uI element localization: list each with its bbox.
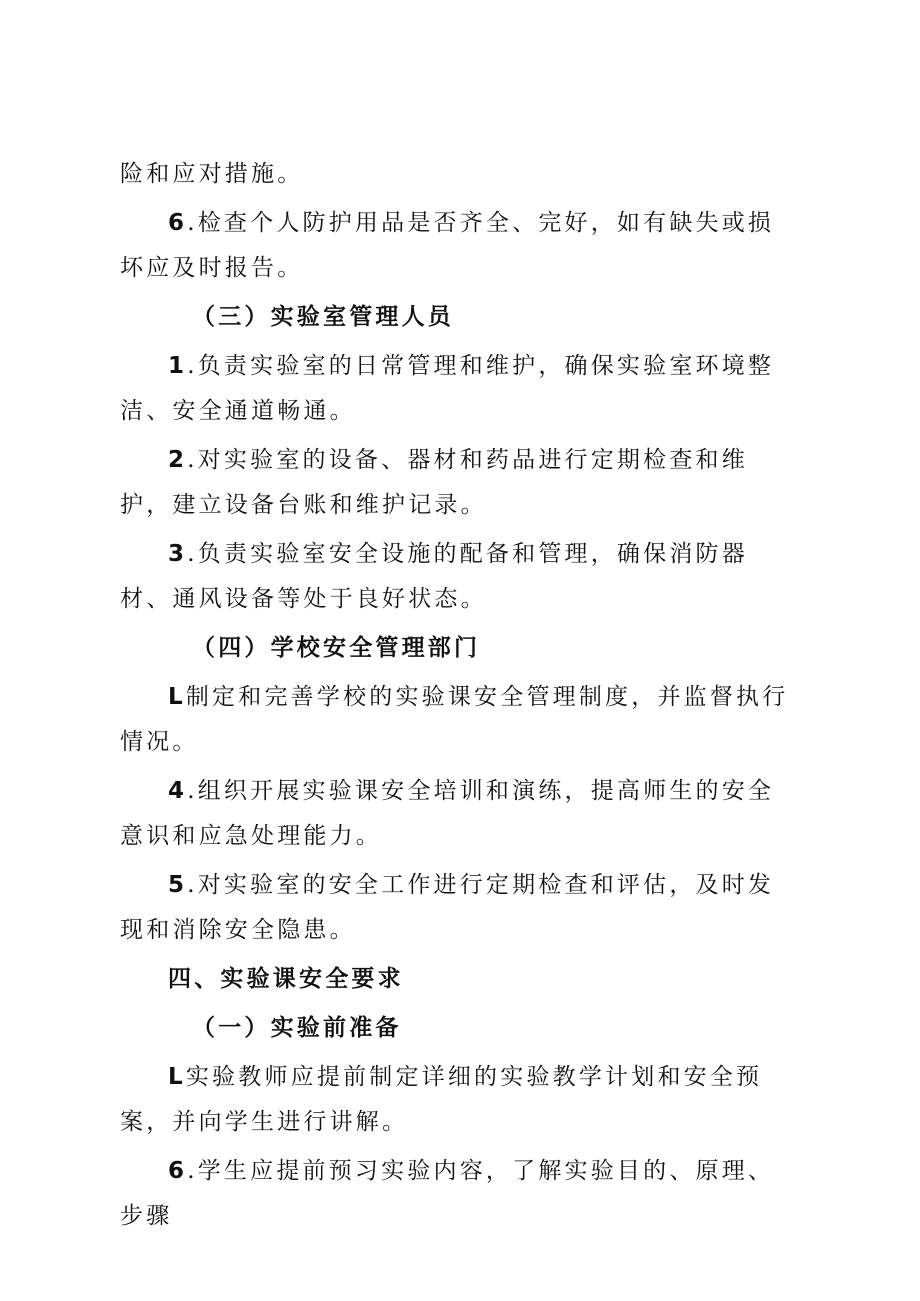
item-number: 1 <box>168 353 188 379</box>
item-number: 4 <box>168 778 188 804</box>
item-text: .学生应提前预习实验内容，了解实验目的、原理、步骤 <box>120 1158 775 1229</box>
subheading-pre-lab-preparation: （一）实验前准备 <box>192 1015 402 1041</box>
list-item-l-teaching-plan <box>120 1055 800 1145</box>
subheading-lab-managers: （三）实验室管理人员 <box>192 304 454 330</box>
item-text: .组织开展实验课安全培训和演练，提高师生的安全意识和应急处理能力。 <box>120 778 775 849</box>
item-text: .对实验室的设备、器材和药品进行定期检查和维护，建立设备台账和维护记录。 <box>120 447 748 518</box>
section-heading-safety-requirements: 四、实验课安全要求 <box>168 966 404 992</box>
item-number: 6 <box>168 1158 188 1184</box>
list-item-3-safety-facilities <box>120 532 800 622</box>
item-number: 3 <box>168 541 188 567</box>
item-text: .对实验室的安全工作进行定期检查和评估，及时发现和消除安全隐患。 <box>120 872 775 943</box>
item-text: .检查个人防护用品是否齐全、完好，如有缺失或损坏应及时报告。 <box>120 210 775 281</box>
list-item-2-equipment-check <box>120 438 800 528</box>
item-number: 2 <box>168 447 188 473</box>
list-item-6-preview <box>120 1149 800 1239</box>
item-number: 6 <box>168 210 188 236</box>
item-number: 5 <box>168 872 188 898</box>
item-text: .负责实验室安全设施的配备和管理，确保消防器材、通风设备等处于良好状态。 <box>120 541 748 612</box>
document-body <box>120 152 800 1239</box>
item-text: 制定和完善学校的实验课安全管理制度，并监督执行情况。 <box>120 684 789 755</box>
list-item-4-training <box>120 769 800 859</box>
list-item-l-regulations <box>120 675 800 765</box>
paragraph-continuation: 险和应对措施。 <box>120 161 304 187</box>
item-number: L <box>168 1064 186 1090</box>
item-text: .负责实验室的日常管理和维护，确保实验室环境整洁、安全通道畅通。 <box>120 353 775 424</box>
list-item-6-protective-gear <box>120 201 800 291</box>
list-item-1-daily-management <box>120 344 800 434</box>
item-number: L <box>168 684 186 710</box>
subheading-school-safety-dept: （四）学校安全管理部门 <box>192 635 481 661</box>
item-text: 实验教师应提前制定详细的实验教学计划和安全预案，并向学生进行讲解。 <box>120 1064 763 1135</box>
list-item-5-inspection <box>120 863 800 953</box>
